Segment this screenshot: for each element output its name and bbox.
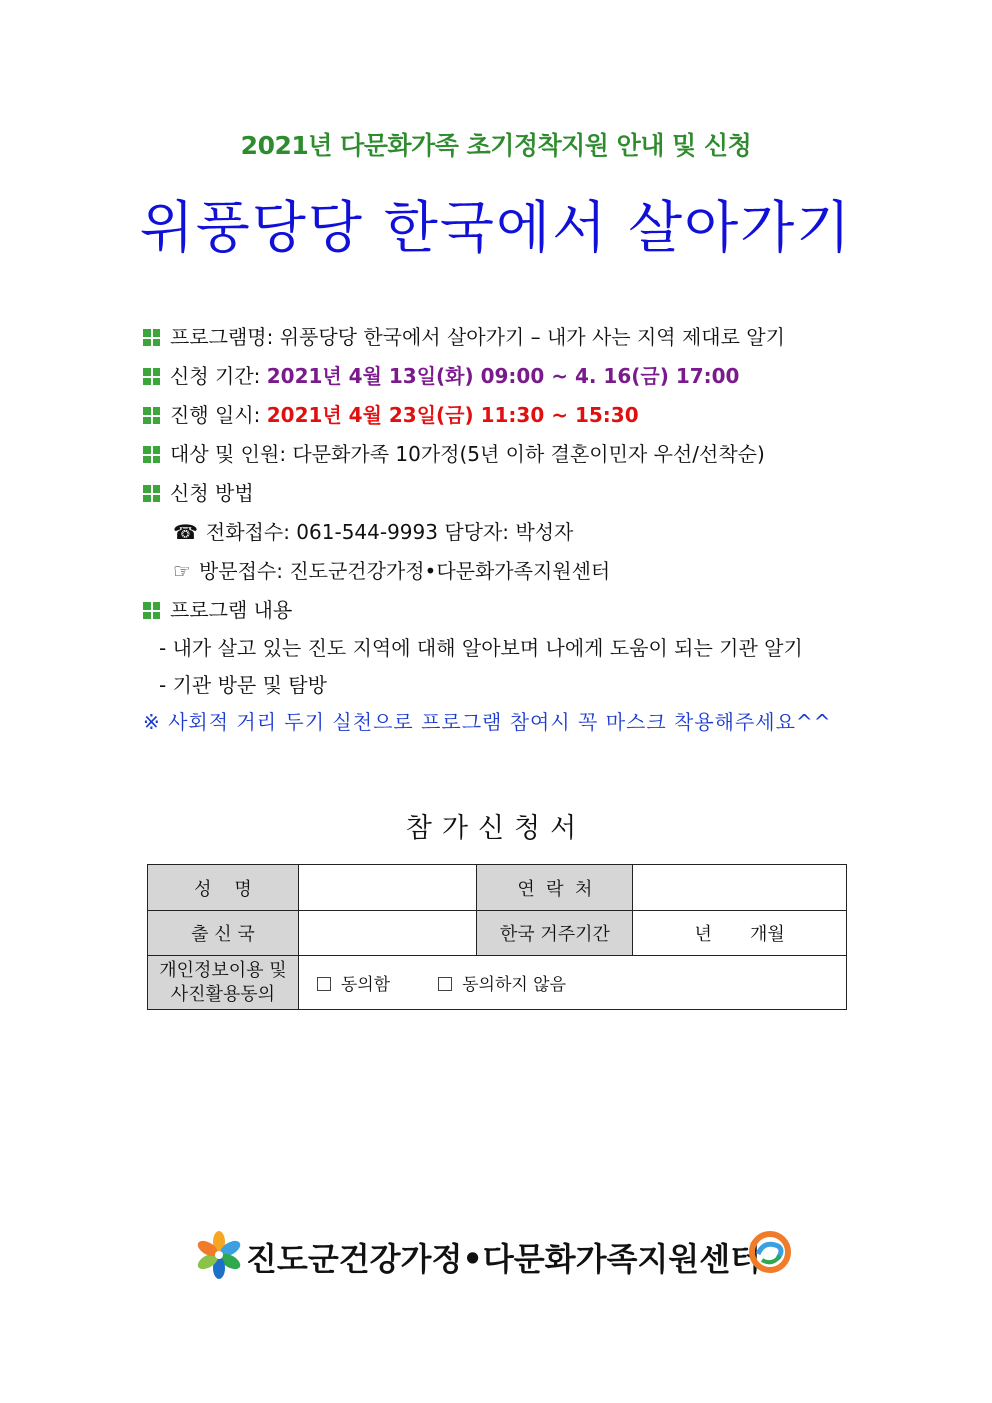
apply-period-row	[143, 361, 739, 391]
table-row	[148, 956, 847, 1010]
content-heading: 프로그램 내용	[170, 598, 293, 622]
green-square-bullet-icon	[143, 329, 160, 346]
contact-field[interactable]	[633, 865, 847, 911]
agree-label: 동의함	[340, 975, 391, 995]
program-name: 프로그램명: 위풍당당 한국에서 살아가기 – 내가 사는 지역 제대로 알기	[170, 325, 785, 349]
event-date-label: 진행 일시:	[170, 403, 267, 427]
visit-row	[143, 556, 610, 586]
stay-period-label: 한국 거주기간	[477, 911, 633, 956]
swirl-logo-icon	[748, 1230, 792, 1274]
consent-label-line: 개인정보이용 및	[159, 959, 287, 981]
event-date-value: 2021년 4월 23일(금) 11:30 ~ 15:30	[266, 403, 639, 427]
application-form-table	[147, 864, 847, 1010]
content-heading-row	[143, 595, 292, 625]
agree-checkbox[interactable]	[317, 977, 331, 991]
contact-label: 연 락 처	[477, 865, 633, 911]
target-text: 대상 및 인원: 다문화가족 10가정(5년 이하 결혼이민자 우선/선착순)	[170, 442, 765, 466]
program-name-row	[143, 322, 785, 352]
consent-agree-option[interactable]	[317, 970, 390, 995]
stay-year-unit: 년	[694, 924, 712, 945]
organization-footer	[196, 1228, 796, 1284]
document-title: 위풍당당 한국에서 살아가기	[139, 196, 853, 261]
apply-period-label: 신청 기간:	[170, 364, 267, 388]
stay-month-unit: 개월	[749, 924, 785, 945]
content-item: - 내가 살고 있는 진도 지역에 대해 알아보며 나에게 도움이 되는 기관 알기	[159, 636, 803, 660]
content-item: - 기관 방문 및 탐방	[159, 673, 327, 697]
green-square-bullet-icon	[143, 368, 160, 385]
phone-text: 전화접수: 061-544-9993 담당자: 박성자	[205, 520, 574, 544]
table-row	[148, 865, 847, 911]
consent-disagree-option[interactable]	[438, 970, 566, 995]
disagree-checkbox[interactable]	[438, 977, 452, 991]
country-label: 출 신 국	[148, 911, 299, 956]
consent-label	[148, 956, 299, 1010]
apply-period-value: 2021년 4월 13일(화) 09:00 ~ 4. 16(금) 17:00	[266, 364, 740, 388]
visit-text: 방문접수: 진도군건강가정•다문화가족지원센터	[198, 559, 611, 583]
application-form-title: 참가신청서	[405, 813, 587, 844]
method-heading: 신청 방법	[170, 481, 254, 505]
table-row	[148, 911, 847, 956]
green-square-bullet-icon	[143, 407, 160, 424]
name-field[interactable]	[298, 865, 477, 911]
flower-logo-icon	[196, 1230, 242, 1280]
stay-period-field[interactable]	[633, 911, 847, 956]
green-square-bullet-icon	[143, 602, 160, 619]
organization-name: 진도군건강가정•다문화가족지원센터	[246, 1240, 762, 1278]
method-heading-row	[143, 478, 254, 508]
target-row	[143, 439, 765, 469]
consent-options	[298, 956, 846, 1010]
event-date-row	[143, 400, 639, 430]
green-square-bullet-icon	[143, 446, 160, 463]
document-subtitle: 2021년 다문화가족 초기정착지원 안내 및 신청	[240, 131, 752, 160]
notice-text: ※ 사회적 거리 두기 실천으로 프로그램 참여시 꼭 마스크 착용해주세요^^	[143, 710, 832, 734]
phone-row	[143, 517, 573, 547]
name-label: 성 명	[148, 865, 299, 911]
pointing-hand-icon: ☞	[173, 559, 191, 583]
country-field[interactable]	[298, 911, 477, 956]
telephone-icon: ☎	[173, 520, 198, 544]
disagree-label: 동의하지 않음	[462, 975, 567, 995]
green-square-bullet-icon	[143, 485, 160, 502]
consent-label-line: 사진활용동의	[170, 983, 276, 1005]
